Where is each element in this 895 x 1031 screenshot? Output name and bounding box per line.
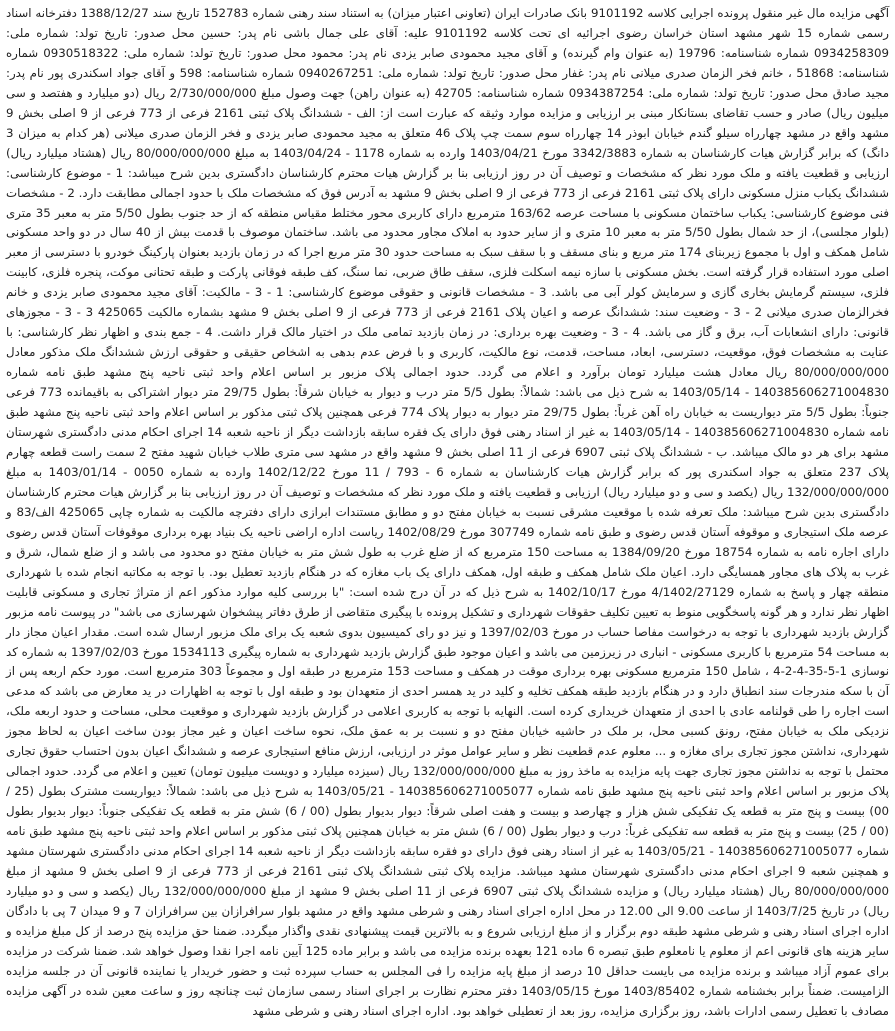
auction-notice-text: آگهی مزایده مال غیر منقول پرونده اجرایی کلاسه 9101192 بانک صادرات ایران (تعاونی اعتبار میزان) به استناد سند رهنی شماره 152783 تاریخ سند 1388/12/27 دفترخانه اسناد رسمی شماره 15 شهر مشهد استان خراسان رضوی اجرائیه ای تحت کلاسه 9101192 علیه: آقای علی جمال باشی نام پدر: حسین محل صدور: تاریخ تولد: شماره ملی: 0934258309 شماره شناسنامه: 19796 (به عنوان وام گیرنده) و آقای مجید محمودی صابر یزدی نام پدر: محمود محل صدور: تاریخ تولد: شماره ملی: 0930518322 شماره شناسنامه: 51868 ، خانم فخر الزمان صدری میلانی نام پدر: غفار محل صدور: تاریخ تولد: شماره ملی: 0940267251 شماره شناسنامه: 598 و آقای جواد اسکندری پور نام پدر: مجید صادق محل صدور: تاریخ تولد: شماره ملی: 0934387254 شماره شناسنامه: 42705 (به عنوان راهن) جهت وصول مبلغ 2/730/000/000 ریال (دو میلیارد و هفتصد و سی میلیون ریال) صادر و حسب تقاضای بستانکار مبنی بر ارزیابی و مزایده موارد وثیقه که عبارت است از: الف - ششدانگ پلاک ثبتی 2161 فرعی از 773 فرعی از 9 اصلی بخش 9 مشهد واقع در مشهد چهارراه سیلو گندم خیابان ابوذر 14 چهارراه سوم سمت چپ پلاک 46 متعلق به مجید محمودی صابر یزدی و فخر الزمان صدری میلانی (هر کدام به میزان 3 دانگ) که برابر گزارش هیات کارشناسان به شماره 3342/3883 مورخ 1403/04/21 وارده به شماره 1178 - 1403/04/24 به مبلغ 80/000/000/000 ریال (هشتاد میلیارد ریال) ارزیابی و قطعیت یافته و ملک مورد نظر که مشخصات و توصیف آن در روز ارزیابی بنا بر گزارش هیات محترم کارشناسان دادگستری بدین شرح میباشد: 1 - موضوع کارشناسی: ششدانگ یکباب منزل مسکونی دارای پلاک ثبتی 2161 فرعی از 773 فرعی از 9 اصلی بخش 9 مشهد به آدرس فوق که مشخصات ملک با حدود اجمالی مطابقت دارد. 2 - مشخصات فنی موضوع کارشناسی: یکباب ساختمان مسکونی با مساحت عرصه 163/62 مترمربع دارای کاربری محور مختلط مقیاس منطقه که از حد جنوب بطول 5/50 متر به معبر 35 متری (بلوار مجلسی)، از حد شمال بطول 5/50 متر به معبر 10 متری و از سایر حدود به املاک مجاور محدود می باشد. ساختمان موصوف با قدمت بیش از 40 سال در دو واحد مسکونی شامل همکف و اول با مجموع زیربنای 174 متر مربع و بنای مسقف و با سقف سبک به مساحت حدود 30 متر مربع اجرا که در زمان بازدید بعنوان پارکینگ خودرو با دسترسی از معبر اصلی مورد استفاده قرار گرفته است. بخش مسکونی با سازه نیمه اسکلت فلزی، سقف طاق ضربی، نما سنگ، کف طبقه فوقانی پارکت و طبقه تحتانی موکت، پنجره فلزی، کابینت فلزی، سیستم گرمایش بخاری گازی و سرمایش کولر آبی می باشد. 3 - مشخصات قانونی و حقوقی موضوع کارشناسی: 1 - 3 - مالکیت: آقای مجید محمودی صابر یزدی و خانم فخرالزمان صدری میلانی 2 - 3 - وضعیت سند: ششدانگ عرصه و اعیان پلاک 2161 فرعی از 773 فرعی از 9 اصلی بخش 9 مشهد بشماره مالکیت 425065 3 - 3 - مجوزهای قانونی: دارای انشعابات آب، برق و گاز می باشد. 4 - 3 - وضعیت بهره برداری: در زمان بازدید تمامی ملک در اختیار مالک قرار داشت. 4 - جمع بندی و اظهار نظر کارشناسی: با عنایت به مشخصات فوق، موقعیت، دسترسی، ابعاد، مساحت، قدمت، نوع مالکیت، کاربری و با فرض عدم بدهی به اشخاص حقیقی و حقوقی ارزش ششدانگ ملک مذکور معادل 80/000/000/000 ریال معادل هشت میلیارد تومان برآورد و اعلام می گردد. حدود اجمالی پلاک مزبور بر اساس اعلام واحد ثبتی ناحیه پنج مشهد طبق نامه شماره 140385606271004830 - 1403/05/14 به شرح ذیل می باشد: شمالاً: بطول 5/5 متر درب و دیوار به خیابان شرقاً: بطول 29/75 متر دیوار اشتراکی به باقیمانده 773 فرعی جنوباً: بطول 5/5 متر دیواریست به خیابان راه آهن غرباً: بطول 29/75 متر دیوار به دیوار پلاک 774 فرعی همچنین پلاک ثبتی مذکور بر اساس اعلام واحد ثبتی ناحیه پنج مشهد طبق نامه شماره 140385606271004830 - 1403/05/14 به غیر از اسناد رهنی فوق دارای یک فقره سابقه بازداشت دیگر از ناحیه شعبه 14 اجرای احکام مدنی دادگستری شهرستان مشهد برای هر دو مالک میباشد. ب - ششدانگ پلاک ثبتی 6907 فرعی از 11 اصلی بخش 9 مشهد واقع در مشهد سی متری طلاب خیابان شهید مفتح 2 سمت راست قطعه چهارم پلاک 237 متعلق به جواد اسکندری پور که برابر گزارش هیات کارشناسان به شماره 6 - 793 / 11 مورخ 1402/12/22 وارده به شماره 0050 - 1403/01/14 به مبلغ 132/000/000/000 ریال (یکصد و سی و دو میلیارد ریال) ارزیابی و قطعیت یافته و ملک مورد نظر که مشخصات و توصیف آن در روز ارزیابی بنا بر گزارش هیات محترم کارشناسان دادگستری بدین شرح میباشد: ملک تعرفه شده با موقعیت مشرقی نسبت به خیابان مفتح دو و مطابق مستندات ابرازی دارای دفترچه مالکیت به شماره چاپی 425065 الف/83 و عرصه ملک استیجاری و موقوفه آستان قدس رضوی و طبق نامه شماره 307749 مورخ 1402/08/29 ریاست اداره اراضی ناحیه یک بنیاد بهره برداری موقوفات آستان قدس رضوی دارای اجاره نامه به شماره 18754 مورخ 1384/09/20 به مساحت 150 مترمربع که از ضلع غرب به طول شش متر به خیابان مفتح دو محدود می باشد و از ضلع شمال، شرق و غرب به پلاک های مجاور همسایگی دارد. اعیان ملک شامل همکف و طبقه اول، همکف دارای یک باب مغازه که در هنگام بازدید تعطیل بود. با توجه به مکاتبه انجام شده با شهرداری منطقه چهار و پاسخ به شماره 4/1402/27129 مورخ 1402/10/17 به شرح ذیل که در آن درج شده است: "با بررسی کلیه موارد مذکور اعم از متراژ تجاری و مسکونی قابلیت اظهار نظر ندارد و هر گونه پاسخگویی منوط به تعیین تکلیف حقوقات شهرداری و تشکیل پرونده با پیگیری متقاضی از طرق دفاتر پیشخوان شهرسازی می باشد" در پیوست نامه مزبور گزارش بازدید شهرداری با توجه به درخواست مفاصا حساب در مورخ 1397/02/03 و نیز دو رای کمیسیون بدوی شعبه یک برای ملک مزبور ارسال شده است. مقدار اعیان مجاز دار به مساحت 54 مترمربع با کاربری مسکونی - انباری در زیرزمین می باشد و اعیان موجود طبق گزارش بازدید شهرداری به شماره پیگیری 1534113 مورخ 1397/02/03 به شماره کد نوسازی 1-5-35-4-2-4 ، شامل 150 مترمربع مسکونی بهره برداری موقت در همکف و مساحت 153 مترمربع در طبقه اول و مجموعاً 303 مترمربع است. مورد حکم اربعه پس از آن با سکه مندرجات سند انطباق دارد و در هنگام بازدید طبقه همکف تخلیه و کلید در ید همسر احدی از متعهدان بود و طبقه اول با توجه به اظهارات در ید معارض می باشد که مدعی است اجاره را طی قولنامه عادی با احدی از متعهدان خریداری کرده است. النهایه با توجه به کاربری اعلامی در گزارش بازدید شهرداری و موقعیت محلی، مساحت و حدود اربعه ملک، نزدیکی ملک به خیابان مفتح، رونق کسبی محل، بر ملک در حاشیه خیابان مفتح دو و نسبت بر به عمق ملک، نحوه ساخت اعیان و غیر مجاز بودن ساخت اعیان به لحاظ مجوز شهرداری، نداشتن مجوز تجاری برای مغازه و ... معلوم عدم قطعیت نظر و سایر عوامل موثر در ارزیابی، ارزش منافع استیجاری عرصه و ششدانگ اعیان بدون احتساب حقوق تجاری محتمل با توجه به نداشتن مجوز تجاری جهت پایه مزایده به ماخذ روز به مبلغ 132/000/000/000 ریال (سیزده میلیارد و دویست میلیون تومان) تعیین و اعلام می گردد. حدود اجمالی پلاک مزبور بر اساس اعلام واحد ثبتی ناحیه پنج مشهد طبق نامه شماره 140385606271005077 - 1403/05/21 به شرح ذیل می باشد: شمالاً: دیواریست مشترک بطول (25 / 00) بیست و پنج متر به قطعه یک تفکیکی شش هزار و چهارصد و بیست و هفت اصلی شرقاً: دیوار بدیوار بطول (00 / 6) شش متر به قطعه یک تفکیکی جنوباً: دیوار بدیوار بطول (00 / 25) بیست و پنج متر به قطعه سه تفکیکی غرباً: درب و دیوار بطول (00 / 6) شش متر به خیابان همچنین پلاک ثبتی مذکور بر اساس اعلام واحد ثبتی ناحیه پنج مشهد طبق نامه شماره 140385606271005077 - 1403/05/21 به غیر از اسناد رهنی فوق دارای دو فقره سابقه بازداشت دیگر از ناحیه شعبه 14 اجرای احکام مدنی دادگستری شهرستان مشهد و همچنین شعبه 9 اجرای احکام مدنی دادگستری شهرستان مشهد میباشد. مزایده پلاک ثبتی ششدانگ پلاک ثبتی 2161 فرعی از 773 فرعی از 9 اصلی بخش 9 مشهد از مبلغ 80/000/000/000 ریال (هشتاد میلیارد ریال) و مزایده ششدانگ پلاک ثبتی 6907 فرعی از 11 اصلی بخش 9 مشهد از مبلغ 132/000/000/000 ریال (یکصد و سی و دو میلیارد ریال) در تاریخ 1403/7/25 از ساعت 9.00 الی 12.00 در محل اداره اجرای اسناد رهنی و شرطی مشهد واقع در مشهد بلوار سرافرازان بین سرافرازان 7 و 9 میدان 7 پی با دادگان اداره اجرای اسناد رهنی و شرطی مشهد طبقه دوم برگزار و از مبلغ ارزیابی شروع و به بالاترین قیمت پیشنهادی نقدی واگذار میگردد. ضمنا حق مزایده پنج درصد از کل مبلغ مزایده و سایر هزینه های قانونی اعم از معلوم یا نامعلوم طبق تبصره 6 ماده 121 بعهده برنده مزایده می باشد و برابر ماده 125 آیین نامه اجرا نقدا وصول خواهد شد. ضمنا شرکت در مزایده برای عموم آزاد میباشد و برنده مزایده می بایست حداقل 10 درصد از مبلغ پایه مزایده را فی المجلس به حساب سپرده ثبت و حضور خریدار یا نماینده قانونی آن در جلسه مزایده الزامیست. ضمناً برابر بخشنامه شماره 1403/85402 مورخ 1403/05/15 دفتر محترم نظارت بر اجرای اسناد رسمی سازمان ثبت چنانچه روز و ساعت معین شده در آگهی مزایده مصادف با تعطیل رسمی ادارات باشد، روز برگزاری مزایده، روز بعد از تعطیلی خواهد بود. اداره اجرای اسناد رهنی و شرطی مشهد: [6, 6, 890, 1018]
